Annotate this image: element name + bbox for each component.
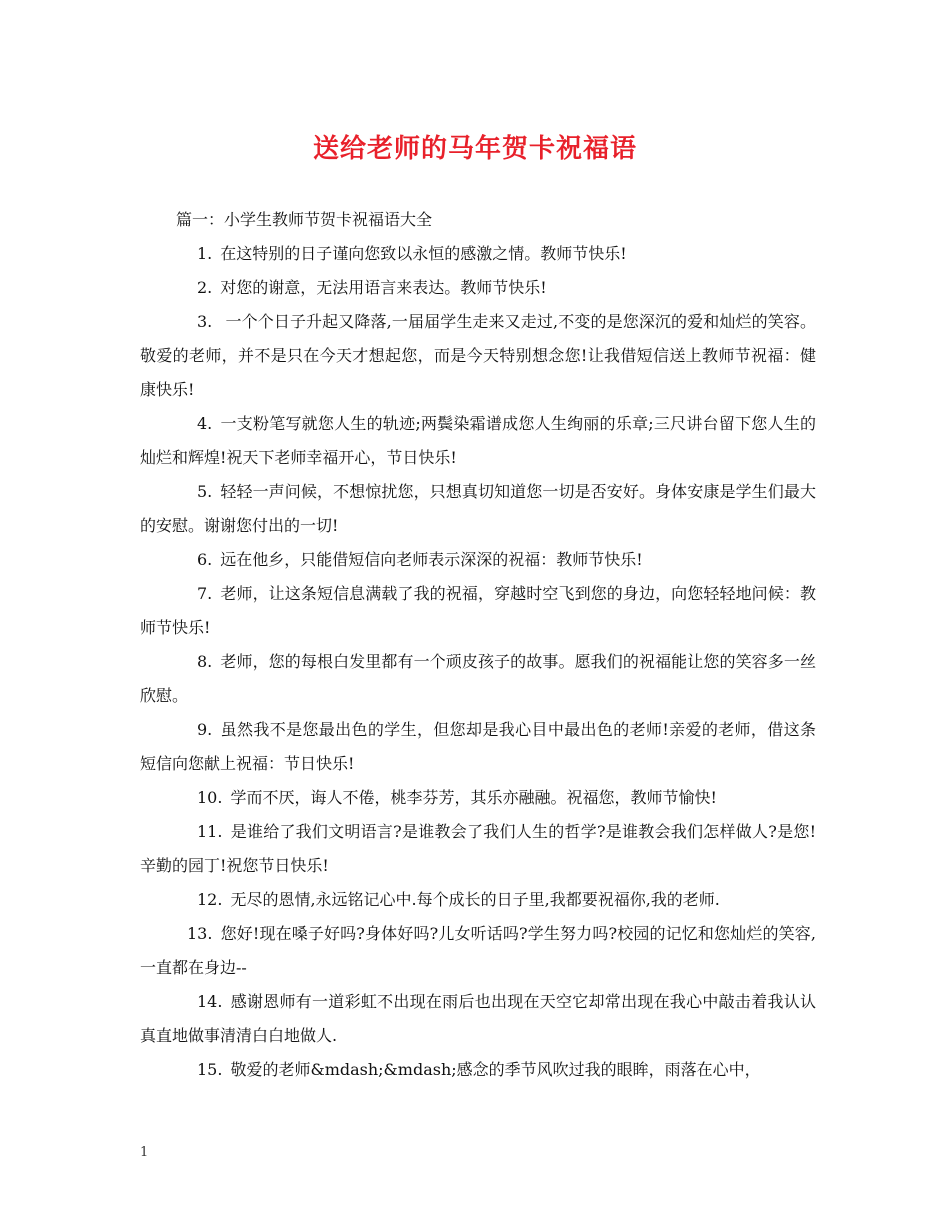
item-number: 10. [197,788,223,807]
section-heading: 篇一：小学生教师节贺卡祝福语大全 [176,210,433,229]
list-item [140,781,816,815]
item-text: 敬爱的老师&mdash;&mdash;感念的季节风吹过我的眼眸，雨落在心中， [230,1060,761,1079]
item-number: 15. [197,1060,223,1079]
list-item [140,917,816,985]
item-text: 一支粉笔写就您人生的轨迹;两鬓染霜谱成您人生绚丽的乐章;三尺讲台留下您人生的灿烂和辉煌!祝天下老师幸福开心，节日快乐! [140,414,816,467]
item-number: 2. [197,278,213,297]
item-text: 在这特别的日子谨向您致以永恒的感激之情。教师节快乐! [220,244,627,263]
list-item [140,407,816,475]
document-title: 送给老师的马年贺卡祝福语 [312,134,637,164]
list-item [140,1053,816,1087]
item-number: 11. [197,822,223,841]
list-item [140,815,816,883]
item-number: 7. [197,584,213,603]
item-text: 虽然我不是您最出色的学生，但您却是我心目中最出色的老师!亲爱的老师，借这条短信向您献上祝福：节日快乐! [140,720,816,773]
item-number: 13. [187,924,213,943]
list-item [140,713,816,781]
item-text: 轻轻一声问候，不想惊扰您，只想真切知道您一切是否安好。身体安康是学生们最大的安慰。谢谢您付出的一切! [140,482,816,535]
item-text: 老师，让这条短信息满载了我的祝福，穿越时空飞到您的身边，向您轻轻地问候：教师节快乐! [140,584,816,637]
item-number: 1. [197,244,213,263]
list-item [140,883,816,917]
item-text: 一个个日子升起又降落,一届届学生走来又走过,不变的是您深沉的爱和灿烂的笑容。敬爱的老师，并不是只在今天才想起您，而是今天特别想念您!让我借短信送上教师节祝福：健康快乐! [140,312,816,399]
item-number: 6. [197,550,213,569]
page-number: 1 [140,1145,149,1160]
item-text: 无尽的恩情,永远铭记心中.每个成长的日子里,我都要祝福你,我的老师. [230,890,720,909]
item-text: 您好!现在嗓子好吗?身体好吗?儿女听话吗?学生努力吗?校园的记忆和您灿烂的笑容,一直都在身边-- [140,924,816,977]
item-number: 3. [197,312,213,331]
list-item [140,543,816,577]
item-number: 5. [197,482,213,501]
item-number: 12. [197,890,223,909]
list-item [140,305,816,407]
document-body [140,203,816,1087]
item-number: 8. [197,652,213,671]
list-item [140,237,816,271]
item-text: 是谁给了我们文明语言?是谁教会了我们人生的哲学?是谁教会我们怎样做人?是您!辛勤的园丁!祝您节日快乐! [140,822,816,875]
list-item [140,475,816,543]
item-number: 9. [197,720,213,739]
list-item [140,645,816,713]
list-item [140,577,816,645]
item-text: 感谢恩师有一道彩虹不出现在雨后也出现在天空它却常出现在我心中敲击着我认认真直地做事清清白白地做人. [140,992,816,1045]
item-number: 14. [197,992,223,1011]
item-text: 老师，您的每根白发里都有一个顽皮孩子的故事。愿我们的祝福能让您的笑容多一丝欣慰。 [140,652,816,705]
item-text: 远在他乡，只能借短信向老师表示深深的祝福：教师节快乐! [220,550,643,569]
list-item [140,271,816,305]
list-item [140,985,816,1053]
item-text: 学而不厌，诲人不倦，桃李芬芳，其乐亦融融。祝福您，教师节愉快! [230,788,717,807]
item-text: 对您的谢意，无法用语言来表达。教师节快乐! [220,278,547,297]
item-number: 4. [197,414,213,433]
